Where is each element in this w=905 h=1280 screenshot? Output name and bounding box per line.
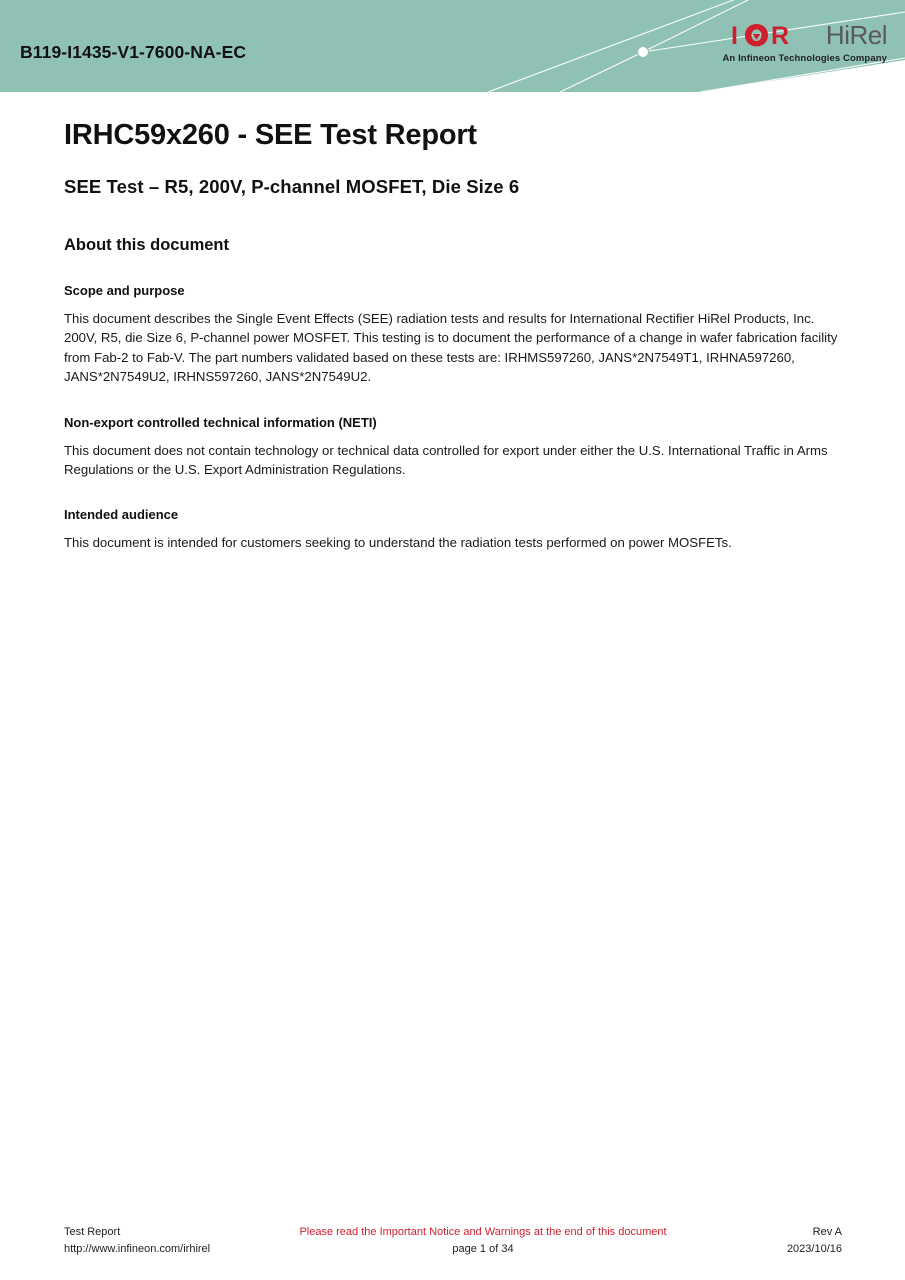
- page-header: [0, 0, 905, 92]
- footer-date: 2023/10/16: [786, 1242, 842, 1255]
- section-heading-neti: Non-export controlled technical information (NETI): [64, 414, 377, 430]
- section-body-scope: This document describes the Single Event Effects (SEE) radiation tests and results for International Rectifier HiRel Products, Inc. 200V, R5, die Size 6, P-channel power MOSFET. This testing is to document the performance of a change in wafer fabrication facility from Fab-2 to Fab-V. The part numbers validated based on these tests are: IRHMS597260, JANS*2N7549T1, IRHNA597260, JANS*2N7549U2, IRHNS597260, JANS*2N7549U2.: [64, 310, 838, 385]
- logo-tagline: An Infineon Technologies Company: [722, 53, 887, 64]
- document-body: [64, 118, 854, 566]
- section-heading-audience: Intended audience: [64, 507, 179, 523]
- footer-url-link[interactable]: http://www.infineon.com/irhirel: [64, 1242, 211, 1255]
- section-heading-scope: Scope and purpose: [64, 282, 185, 298]
- footer-revision: Rev A: [812, 1225, 842, 1238]
- section-body-audience: This document is intended for customers seeking to understand the radiation tests performed on power MOSFETs.: [64, 535, 732, 551]
- svg-text:R: R: [770, 21, 789, 49]
- footer-doc-type: Test Report: [64, 1225, 121, 1238]
- ior-logo-icon: [731, 22, 819, 49]
- page-subtitle: SEE Test – R5, 200V, P-channel MOSFET, Die Size 6: [64, 175, 520, 197]
- footer-important-notice: Please read the Important Notice and Warnings at the end of this document: [299, 1225, 667, 1238]
- footer-page-number: page 1 of 34: [452, 1242, 514, 1255]
- section-body-neti: This document does not contain technology or technical data controlled for export under either the U.S. International Traffic in Arms Regulations or the U.S. Export Administration Regulations.: [64, 442, 828, 477]
- svg-text:I: I: [730, 21, 738, 49]
- about-this-document-heading: About this document: [64, 235, 229, 254]
- footer-row-top: [64, 1224, 842, 1241]
- document-code: B119-I1435-V1-7600-NA-EC: [20, 42, 247, 62]
- page-footer: [64, 1224, 842, 1258]
- logo-wordmark-row: [717, 20, 887, 50]
- footer-row-bottom: [64, 1241, 842, 1258]
- page-title: IRHC59x260 - SEE Test Report: [64, 119, 477, 151]
- company-logo: [717, 20, 887, 64]
- logo-hirel-text: HiRel: [825, 20, 887, 50]
